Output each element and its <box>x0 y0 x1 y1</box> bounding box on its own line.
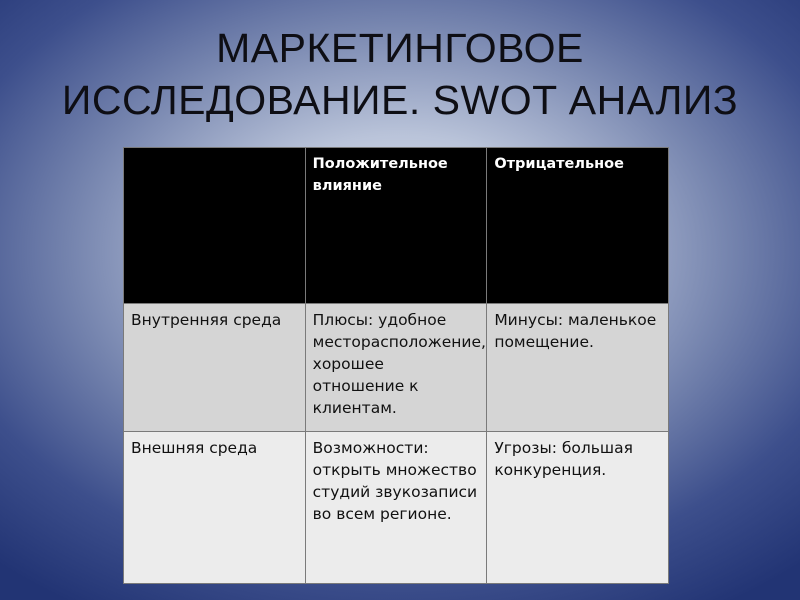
cell-weaknesses: Минусы: маленькое помещение. <box>487 304 669 432</box>
cell-opportunities: Возможности: открыть множество студий звукозаписи во всем регионе. <box>305 432 487 584</box>
table-header-row <box>124 148 669 304</box>
header-cell-negative: Отрицательное <box>487 148 669 304</box>
cell-threats: Угрозы: большая конкуренция. <box>487 432 669 584</box>
table-row-external <box>124 432 669 584</box>
slide-title-line-2: ИССЛЕДОВАНИЕ. SWOT АНАЛИЗ <box>61 77 739 123</box>
swot-table <box>123 147 669 584</box>
slide-title <box>0 22 800 126</box>
cell-strengths: Плюсы: удобное месторасположение, хорошее отношение к клиентам. <box>305 304 487 432</box>
header-cell-empty <box>124 148 306 304</box>
header-cell-positive: Положительное влияние <box>305 148 487 304</box>
table-row-internal <box>124 304 669 432</box>
slide-title-line-1: МАРКЕТИНГОВОЕ <box>216 25 584 71</box>
row-label-internal: Внутренняя среда <box>124 304 306 432</box>
row-label-external: Внешняя среда <box>124 432 306 584</box>
